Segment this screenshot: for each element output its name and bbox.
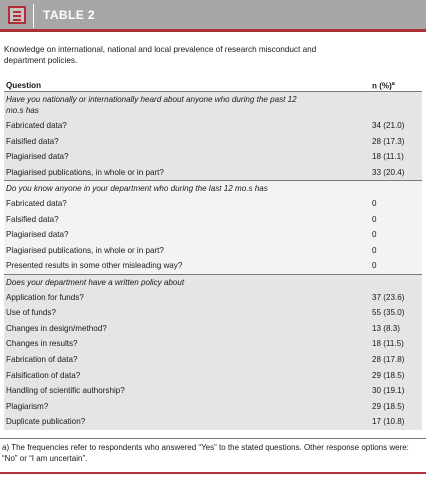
table-row xyxy=(4,336,422,352)
table-row xyxy=(4,383,422,399)
table-row xyxy=(4,227,422,243)
row-question: Duplicate publication? xyxy=(6,417,86,427)
row-question: Plagiarised publications, in whole or in part? xyxy=(6,167,164,177)
row-value: 28 (17.8) xyxy=(372,354,405,364)
row-value: 0 xyxy=(372,261,377,271)
section-heading: Do you know anyone in your department who during the last 12 mo.s has xyxy=(4,180,422,196)
table-row xyxy=(4,149,422,165)
table-row xyxy=(4,321,422,337)
table-header xyxy=(4,78,422,92)
row-value: 18 (11.1) xyxy=(372,152,404,162)
row-question: Falsification of data? xyxy=(6,370,81,380)
row-value: 0 xyxy=(372,230,377,240)
row-question: Handling of scientific authorship? xyxy=(6,386,125,396)
row-question: Plagiarised publications, in whole or in part? xyxy=(6,245,164,255)
table-title: TABLE 2 xyxy=(43,8,95,22)
row-question: Plagiarised data? xyxy=(6,230,69,240)
row-question: Fabricated data? xyxy=(6,121,67,130)
row-value: 37 (23.6) xyxy=(372,292,405,302)
table-row xyxy=(4,212,422,228)
row-value: 28 (17.3) xyxy=(372,136,405,146)
table-row xyxy=(4,134,422,150)
header-question: Question xyxy=(6,81,42,90)
table-row xyxy=(4,399,422,415)
row-value: 34 (21.0) xyxy=(372,121,405,130)
row-value: 29 (18.5) xyxy=(372,401,405,411)
row-question: Falsified data? xyxy=(6,136,59,146)
title-divider xyxy=(33,4,34,28)
row-question: Fabricated data? xyxy=(6,198,67,208)
table-row xyxy=(4,305,422,321)
table-row xyxy=(4,352,422,368)
row-question: Use of funds? xyxy=(6,308,56,318)
row-question: Falsified data? xyxy=(6,214,59,224)
table-row xyxy=(4,118,422,134)
table-body xyxy=(4,92,422,430)
row-value: 13 (8.3) xyxy=(372,323,400,333)
row-value: 29 (18.5) xyxy=(372,370,405,380)
row-value: 55 (35.0) xyxy=(372,308,405,318)
row-question: Changes in design/method? xyxy=(6,323,107,333)
row-question: Application for funds? xyxy=(6,292,84,302)
table-row xyxy=(4,290,422,306)
row-value: 18 (11.5) xyxy=(372,339,404,349)
header-n: n (%)$^a$ xyxy=(372,81,395,91)
table-row xyxy=(4,258,422,274)
row-question: Presented results in some other misleading way? xyxy=(6,261,183,271)
row-value: 17 (10.8) xyxy=(372,417,405,427)
table-footnote: a) The frequencies refer to respondents who answered “Yes” to the stated questions. Other response options were: “No” or “I am uncertain”. xyxy=(0,438,426,464)
table-row xyxy=(4,414,422,430)
row-value: 30 (19.1) xyxy=(372,386,405,396)
data-table xyxy=(4,78,422,430)
table-icon xyxy=(8,6,26,24)
table-caption: Knowledge on international, national and local prevalence of research misconduct and department policies. xyxy=(4,45,317,65)
row-question: Fabrication of data? xyxy=(6,354,78,364)
row-value: 33 (20.4) xyxy=(372,167,405,177)
table-row xyxy=(4,165,422,181)
title-bar xyxy=(0,0,426,32)
section-heading: Does your department have a written policy about xyxy=(4,274,422,290)
table-row xyxy=(4,243,422,259)
bottom-rule xyxy=(0,472,426,474)
row-value: 0 xyxy=(372,214,377,224)
table-row xyxy=(4,196,422,212)
row-question: Changes in results? xyxy=(6,339,78,349)
section-heading: Have you nationally or internationally heard about anyone who during the past 12 mo.s has xyxy=(4,92,422,118)
row-question: Plagiarised data? xyxy=(6,152,69,162)
row-value: 0 xyxy=(372,198,377,208)
table-row xyxy=(4,368,422,384)
row-question: Plagiarism? xyxy=(6,401,49,411)
row-value: 0 xyxy=(372,245,377,255)
